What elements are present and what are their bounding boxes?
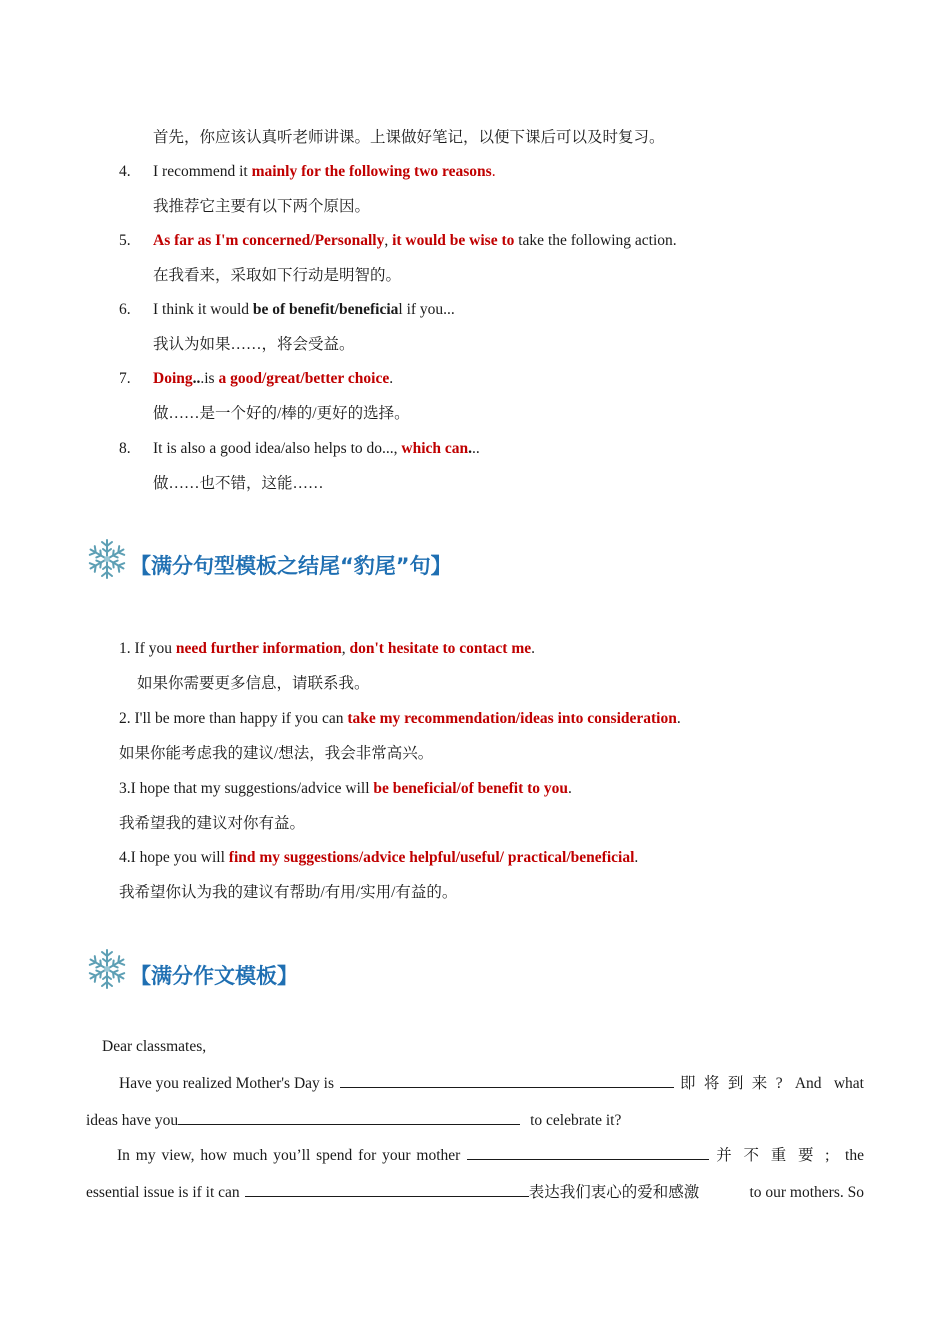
item-6-part: I think it would <box>153 301 253 318</box>
item-4-number: 4. <box>119 163 131 180</box>
fill-in-blank[interactable] <box>178 1109 520 1125</box>
ending-part: need further information <box>175 640 342 657</box>
ending-sentence-1 <box>119 639 535 659</box>
letter-text: 表达我们衷心的爱和感激 <box>528 1184 700 1201</box>
snowflake-icon <box>86 538 128 580</box>
ending-translation-2: 如果你能考虑我的建议/想法，我会非常高兴。 <box>119 745 434 762</box>
item-7-sentence <box>153 369 393 389</box>
letter-line-2 <box>86 1109 621 1131</box>
ending-part: find my suggestions/advice helpful/useful/ practical/beneficial <box>228 849 635 866</box>
fill-in-blank[interactable] <box>340 1072 674 1088</box>
ending-translation-3: 我希望我的建议对你有益。 <box>119 815 306 832</box>
item-5-number: 5. <box>119 232 131 249</box>
item-0-translation: 首先，你应该认真听老师讲课。上课做好笔记，以便下课后可以及时复习。 <box>153 129 665 146</box>
item-7-part: Doing <box>153 370 193 387</box>
ending-translation-4: 我希望你认为我的建议有帮助/有用/实用/有益的。 <box>119 884 458 901</box>
item-4-part: I recommend it <box>153 163 252 180</box>
item-8-part: . <box>468 440 473 457</box>
ending-sentence-2 <box>119 709 681 729</box>
fill-in-blank[interactable] <box>245 1181 529 1197</box>
item-7-part: .is <box>200 370 219 387</box>
ending-part: 4.I hope you will <box>119 849 229 866</box>
letter-text: essential issue is if it can <box>86 1184 240 1201</box>
letter-text: to celebrate it? <box>530 1112 622 1129</box>
ending-sentence-4 <box>119 848 638 868</box>
ending-part: 1. If you <box>119 640 176 657</box>
item-8-translation: 做……也不错，这能…… <box>153 475 324 492</box>
ending-part: 3.I hope that my suggestions/advice will <box>119 780 374 797</box>
item-7-translation: 做……是一个好的/棒的/更好的选择。 <box>153 405 410 422</box>
ending-part: don't hesitate to contact me <box>349 640 532 657</box>
item-8-part: which can <box>401 440 469 457</box>
item-6-translation: 我认为如果……，将会受益。 <box>153 336 355 353</box>
letter-line-4 <box>86 1181 864 1203</box>
letter-line-3 <box>117 1144 864 1166</box>
item-5-part: As far as I'm concerned/Personally <box>153 232 385 249</box>
letter-text: 并不重要; the <box>716 1147 864 1164</box>
item-8-part: .. <box>472 440 480 457</box>
ending-part: . <box>531 640 536 657</box>
item-6-number: 6. <box>119 301 131 318</box>
item-5-part: take the following action. <box>514 232 677 249</box>
item-6-part: l if you... <box>398 301 455 318</box>
item-4-part: mainly for the following two reasons <box>251 163 492 180</box>
item-7-part: . <box>389 370 394 387</box>
letter-text: In my view, how much you’ll spend for your mother <box>117 1147 461 1164</box>
section-heading-ending <box>86 538 452 580</box>
item-6-sentence <box>153 300 455 320</box>
letter-text: ideas have you <box>86 1112 179 1129</box>
item-7-part: .. <box>192 370 201 387</box>
item-8-part: It is also a good idea/also helps to do..., <box>153 440 402 457</box>
item-6-part: be of benefit/beneficia <box>252 301 399 318</box>
letter-text: to our mothers. So <box>749 1184 864 1201</box>
ending-part: 2. I'll be more than happy if you can <box>119 710 348 727</box>
ending-part: take my recommendation/ideas into consideration <box>347 710 677 727</box>
item-5-translation: 在我看来，采取如下行动是明智的。 <box>153 267 402 284</box>
ending-part: be beneficial/of benefit to you <box>373 780 569 797</box>
letter-line-1 <box>119 1072 864 1094</box>
fill-in-blank[interactable] <box>467 1144 709 1160</box>
item-4-part: . <box>491 163 496 180</box>
letter-text: 即将到来? And what <box>680 1075 864 1092</box>
item-4-sentence <box>153 162 496 182</box>
ending-part: . <box>568 780 572 797</box>
item-8-sentence <box>153 439 480 459</box>
item-7-part: a good/great/better choice <box>218 370 390 387</box>
ending-sentence-3 <box>119 779 572 799</box>
section-title: 【满分句型模板之结尾“豹尾”句】 <box>130 554 452 578</box>
section-heading-template <box>86 948 298 990</box>
item-5-part: , <box>384 232 393 249</box>
letter-text: Have you realized Mother's Day is <box>119 1075 334 1092</box>
item-8-number: 8. <box>119 440 131 457</box>
ending-part: . <box>634 849 639 866</box>
letter-greeting: Dear classmates, <box>102 1038 207 1055</box>
section-title: 【满分作文模板】 <box>130 964 298 988</box>
item-7-number: 7. <box>119 370 131 387</box>
ending-part: . <box>676 710 681 727</box>
item-5-sentence <box>153 231 677 251</box>
snowflake-icon <box>86 948 128 990</box>
ending-translation-1: 如果你需要更多信息，请联系我。 <box>137 675 370 692</box>
ending-part: , <box>341 640 350 657</box>
item-5-part: it would be wise to <box>392 232 515 249</box>
item-4-translation: 我推荐它主要有以下两个原因。 <box>153 198 371 215</box>
